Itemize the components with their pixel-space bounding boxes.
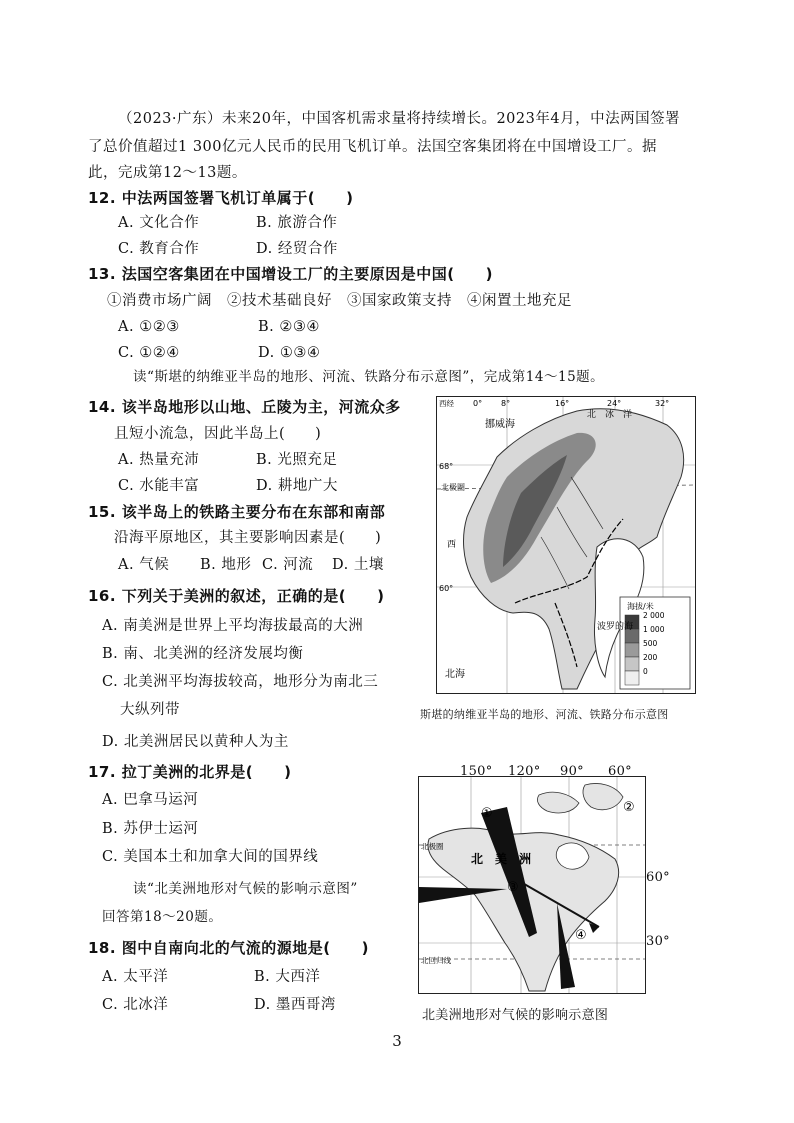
question-15-line-2: 沿海平原地区，其主要影响因素是( ) — [114, 530, 382, 546]
lon-label-120: 120° — [508, 764, 541, 779]
q15-option-d[interactable]: D. 土壤 — [332, 557, 384, 573]
q13-statements: ①消费市场广阔 ②技术基础良好 ③国家政策支持 ④闲置土地充足 — [107, 293, 572, 309]
marker-4: ④ — [575, 928, 587, 943]
legend-value-200: 200 — [643, 653, 658, 662]
marker-1: ① — [481, 806, 493, 821]
legend-value-0: 0 — [643, 667, 648, 676]
legend-title: 海拔/米 — [627, 602, 654, 611]
lat-label-60-na: 60° — [646, 870, 670, 885]
page-number: 3 — [392, 1032, 402, 1050]
arctic-ocean-label: 北 冰 洋 — [587, 410, 633, 420]
intro-line-2: 了总价值超过1 300亿元人民币的民用飞机订单。法国空客集团将在中国增设工厂。据 — [88, 139, 658, 155]
q16-option-c-line-1[interactable]: C. 北美洲平均海拔较高，地形分为南北三 — [102, 674, 379, 690]
q17-option-b[interactable]: B. 苏伊士运河 — [102, 821, 199, 837]
marker-3: ③ — [507, 880, 519, 895]
scandinavia-map-svg — [437, 397, 695, 693]
legend-value-2000: 2 000 — [643, 611, 665, 620]
q16-option-c-line-2: 大纵列带 — [120, 702, 180, 718]
q17-option-c[interactable]: C. 美国本土和加拿大间的国界线 — [102, 849, 319, 865]
lon-label-16: 16° — [555, 399, 570, 408]
q14-option-a[interactable]: A. 热量充沛 — [118, 452, 200, 468]
q18-option-a[interactable]: A. 太平洋 — [102, 969, 169, 985]
north-america-map-caption: 北美洲地形对气候的影响示意图 — [422, 1008, 609, 1023]
q14-option-d[interactable]: D. 耕地广大 — [256, 478, 338, 494]
lon-label-0: 0° — [473, 399, 483, 408]
north-sea-label: 北海 — [445, 669, 465, 680]
q12-option-a[interactable]: A. 文化合作 — [118, 215, 200, 231]
q12-option-d[interactable]: D. 经贸合作 — [256, 241, 338, 257]
lon-label-24: 24° — [607, 399, 622, 408]
question-14-line-1: 14. 该半岛地形以山地、丘陵为主，河流众多 — [88, 398, 401, 416]
scandinavia-map-caption: 斯堪的纳维亚半岛的地形、河流、铁路分布示意图 — [420, 708, 669, 721]
q12-option-c[interactable]: C. 教育合作 — [118, 241, 200, 257]
q12-option-b[interactable]: B. 旅游合作 — [256, 215, 338, 231]
question-15-line-1: 15. 该半岛上的铁路主要分布在东部和南部 — [88, 503, 386, 521]
q16-option-a[interactable]: A. 南美洲是世界上平均海拔最高的大洲 — [102, 618, 364, 634]
lon-label-60: 60° — [608, 764, 632, 779]
marker-2: ② — [623, 800, 635, 815]
q13-option-b[interactable]: B. ②③④ — [258, 319, 320, 335]
lat-label-68: 68° — [439, 462, 454, 471]
legend-value-500: 500 — [643, 639, 658, 648]
q18-option-c[interactable]: C. 北冰洋 — [102, 997, 169, 1013]
question-18-stem: 18. 图中自南向北的气流的源地是( ) — [88, 939, 370, 957]
q15-option-c[interactable]: C. 河流 — [262, 557, 314, 573]
lon-label-west: 西经 — [439, 399, 454, 408]
legend-value-1000: 1 000 — [643, 625, 665, 634]
q14-option-c[interactable]: C. 水能丰富 — [118, 478, 200, 494]
question-16-stem: 16. 下列关于美洲的叙述，正确的是( ) — [88, 587, 385, 605]
north-america-map — [418, 776, 646, 994]
read-instruction-1: 读“斯堪的纳维亚半岛的地形、河流、铁路分布示意图”，完成第14～15题。 — [133, 369, 605, 385]
intro-line-1: （2023·广东）未来20年，中国客机需求量将持续增长。2023年4月，中法两国签署 — [118, 111, 681, 127]
north-america-map-svg — [419, 777, 645, 993]
question-12-stem: 12. 中法两国签署飞机订单属于( ) — [88, 189, 354, 207]
tropic-label: 北回归线 — [421, 956, 451, 965]
north-america-label: 北 美 洲 — [471, 852, 532, 866]
q16-option-b[interactable]: B. 南、北美洲的经济发展均衡 — [102, 646, 304, 662]
question-13-stem: 13. 法国空客集团在中国增设工厂的主要原因是中国( ) — [88, 265, 494, 283]
q18-option-b[interactable]: B. 大西洋 — [254, 969, 321, 985]
read-instruction-2-line-1: 读“北美洲地形对气候的影响示意图” — [133, 881, 358, 897]
q13-option-d[interactable]: D. ①③④ — [258, 345, 321, 361]
lat-label-60: 60° — [439, 584, 454, 593]
baltic-sea-label: 波罗的海 — [597, 622, 634, 632]
q17-option-a[interactable]: A. 巴拿马运河 — [102, 792, 199, 808]
lon-label-32: 32° — [655, 399, 670, 408]
q13-option-a[interactable]: A. ①②③ — [118, 319, 180, 335]
arctic-circle-label-2: 北极圈 — [421, 842, 444, 851]
q15-option-b[interactable]: B. 地形 — [200, 557, 252, 573]
question-14-line-2: 且短小流急，因此半岛上( ) — [114, 426, 322, 442]
norwegian-sea-label: 挪威海 — [485, 419, 515, 430]
lon-label-90: 90° — [560, 764, 584, 779]
q15-option-a[interactable]: A. 气候 — [118, 557, 170, 573]
q18-option-d[interactable]: D. 墨西哥湾 — [254, 997, 336, 1013]
read-instruction-2-line-2: 回答第18～20题。 — [102, 909, 223, 925]
lon-label-8: 8° — [501, 399, 511, 408]
arctic-circle-label: 北极圈 — [441, 483, 465, 492]
question-17-stem: 17. 拉丁美洲的北界是( ) — [88, 763, 292, 781]
q14-option-b[interactable]: B. 光照充足 — [256, 452, 338, 468]
west-label: 西 — [447, 540, 457, 550]
scandinavia-map — [436, 396, 696, 694]
intro-line-3: 此，完成第12～13题。 — [88, 165, 247, 181]
q13-option-c[interactable]: C. ①②④ — [118, 345, 180, 361]
lon-label-150: 150° — [460, 764, 493, 779]
lat-label-30-na: 30° — [646, 934, 670, 949]
q16-option-d[interactable]: D. 北美洲居民以黄种人为主 — [102, 734, 289, 750]
